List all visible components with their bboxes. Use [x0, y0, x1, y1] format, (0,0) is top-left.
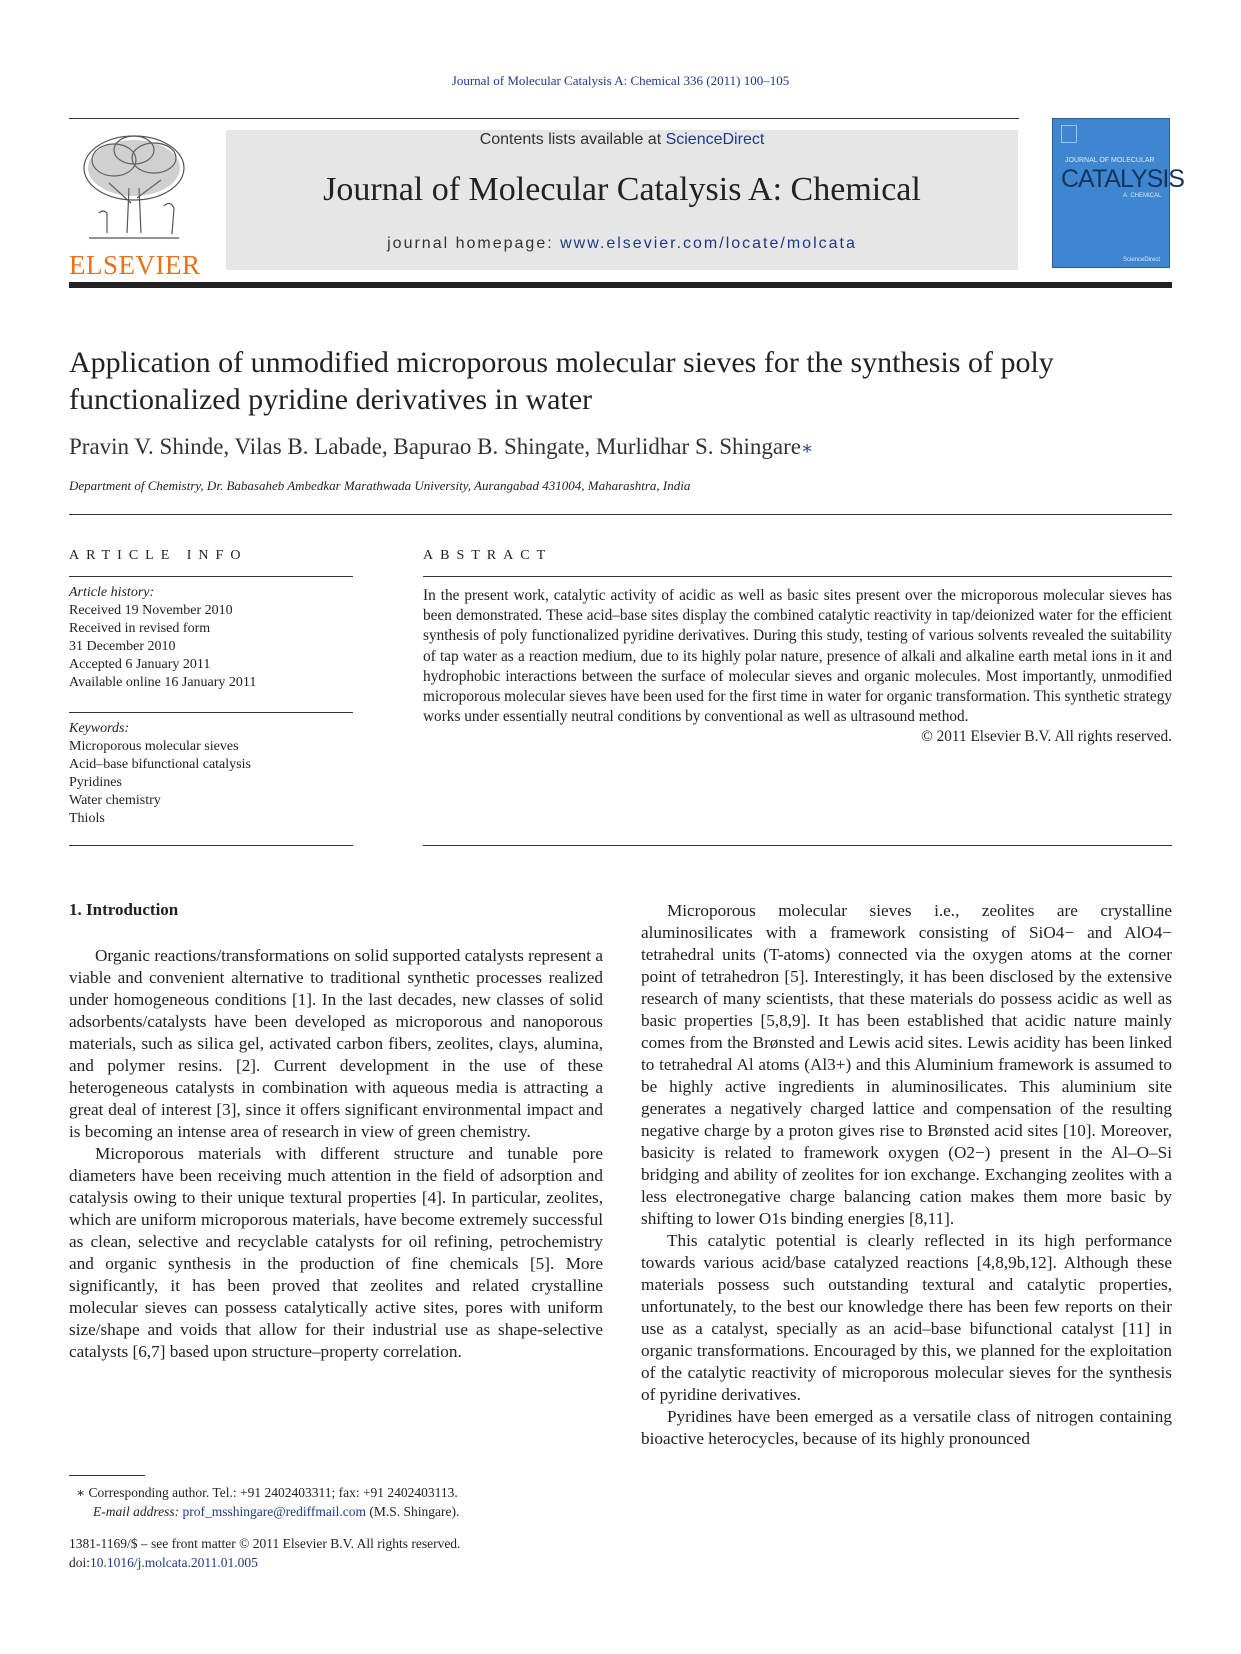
article-info-divider-bottom — [69, 845, 353, 846]
abstract-heading: ABSTRACT — [423, 548, 553, 563]
issn-line: 1381-1169/$ – see front matter © 2011 Elsevier B.V. All rights reserved. — [69, 1536, 461, 1551]
email-suffix: (M.S. Shingare). — [366, 1504, 460, 1519]
tree-logo-icon — [69, 128, 199, 246]
homepage-prefix: journal homepage: — [387, 235, 561, 252]
article-info-divider-top — [69, 576, 353, 577]
paragraph: This catalytic potential is clearly reflected in its high performance towards various acid/base catalyzed reactions [4,8,9b,12]. Although these materials possess such outstanding textural and catalytic properties, unfortunately, to the best our knowledge there has been few reports on their use as a catalyst, specially as an acid–base bifunctional catalyst [11] in organic transformations. Encouraged by this, we planned for the exploitation of the catalytic reactivity of microporous molecular sieves for the synthesis of pyridine derivatives. — [641, 1231, 1172, 1404]
title-divider — [69, 514, 1172, 515]
front-matter-note — [69, 1534, 609, 1572]
authors — [69, 434, 813, 460]
journal-banner — [226, 130, 1018, 270]
history-item: Received in revised form — [69, 621, 211, 636]
abstract-divider-bottom — [423, 845, 1172, 846]
paragraph: Microporous materials with different structure and tunable pore diameters have been receiving much attention in the field of adsorption and catalysis owing to their unique textural properties [4]. In particular, zeolites, which are uniform microporous materials, have become extremely successful as clean, selective and recyclable catalysts for oil refining, petrochemistry and organic synthesis in the production of fine chemicals [5]. More significantly, it has been proved that zeolites and related crystalline molecular sieves can possess catalytically active sites, pores with uniform size/shape and voids that allow for their industrial use as shape-selective catalysts [6,7] based upon structure–property correlation. — [69, 1144, 603, 1361]
header-thick-divider — [69, 282, 1172, 288]
left-column — [69, 945, 603, 1363]
author-list: Pravin V. Shinde, Vilas B. Labade, Bapurao B. Shingate, Murlidhar S. Shingare — [69, 434, 801, 459]
article-title: Application of unmodified microporous molecular sieves for the synthesis of poly functionalized pyridine derivatives in water — [69, 346, 1054, 416]
affiliation: Department of Chemistry, Dr. Babasaheb Ambedkar Marathwada University, Aurangabad 431004, Maharashtra, India — [69, 478, 691, 493]
section-heading-introduction: 1. Introduction — [69, 900, 179, 919]
cover-crest-icon — [1061, 125, 1077, 143]
article-info-divider-mid — [69, 712, 353, 713]
journal-title: Journal of Molecular Catalysis A: Chemical — [323, 171, 921, 208]
cover-small-text: JOURNAL OF MOLECULAR — [1065, 157, 1155, 164]
top-divider — [69, 118, 1019, 119]
publisher-name: ELSEVIER — [69, 250, 201, 280]
elsevier-logo — [69, 128, 201, 280]
contents-line — [226, 131, 1018, 149]
keyword-item: Pyridines — [69, 775, 122, 790]
article-history — [69, 584, 353, 692]
corresponding-author-mark[interactable]: ∗ — [801, 438, 814, 458]
corresponding-footnote — [76, 1483, 606, 1521]
paragraph: Pyridines have been emerged as a versatile class of nitrogen containing bioactive heterocycles, because of its highly pronounced — [641, 1407, 1172, 1448]
doi-link[interactable]: 10.1016/j.molcata.2011.01.005 — [90, 1555, 258, 1570]
history-label: Article history: — [69, 585, 155, 600]
doi-label: doi: — [69, 1555, 91, 1570]
cover-big-text: CATALYSIS — [1061, 165, 1184, 193]
keyword-item: Microporous molecular sieves — [69, 739, 239, 754]
homepage-line — [226, 235, 1018, 253]
abstract — [423, 586, 1172, 748]
doi-line — [69, 1553, 609, 1572]
cover-bottom-text: ScienceDirect — [1123, 257, 1161, 263]
abstract-text: In the present work, catalytic activity of acidic as well as basic sites present over the microporous molecular sieves has been demonstrated. These acid–base sites display the combined catalytic reactivity in tap/deionized water for the efficient synthesis of poly functionalized pyridine derivatives. During this study, testing of various solvents revealed the suitability of tap water as a reaction medium, due to its highly polar nature, presence of alkali and alkaline earth metal ions in it and hydrophobic interactions between the surface of molecular sieves and organic molecules. Most importantly, unmodified microporous molecular sieves have been used for the first time in water for organic transformation. This synthetic strategy works under essentially neutral conditions by conventional as well as ultrasound method. — [423, 587, 1172, 726]
keywords-label: Keywords: — [69, 721, 130, 736]
history-item: Accepted 6 January 2011 — [69, 657, 211, 672]
contents-prefix: Contents lists available at — [479, 131, 666, 148]
article-info-heading: ARTICLE INFO — [69, 548, 248, 563]
email-label: E-mail address: — [93, 1504, 183, 1519]
history-item: Received 19 November 2010 — [69, 603, 233, 618]
corresponding-author-note: ∗ Corresponding author. Tel.: +91 2402403311; fax: +91 2402403113. — [76, 1485, 458, 1500]
footnote-divider — [69, 1475, 145, 1476]
keyword-item: Thiols — [69, 811, 105, 826]
abstract-copyright: © 2011 Elsevier B.V. All rights reserved. — [921, 728, 1172, 746]
keyword-item: Water chemistry — [69, 793, 161, 808]
keyword-item: Acid–base bifunctional catalysis — [69, 757, 251, 772]
email-link[interactable]: prof_msshingare@rediffmail.com — [182, 1504, 367, 1519]
keywords — [69, 720, 353, 828]
journal-reference[interactable]: Journal of Molecular Catalysis A: Chemical 336 (2011) 100–105 — [451, 73, 790, 88]
cover-sub-text: A: CHEMICAL — [1123, 193, 1162, 199]
history-item: Available online 16 January 2011 — [69, 675, 257, 690]
paragraph: Organic reactions/transformations on solid supported catalysts represent a viable and convenient alternative to traditional synthetic processes realized under homogeneous conditions [1]. In the last decades, new classes of solid adsorbents/catalysts have been developed as microporous and nanoporous materials, such as silica gel, activated carbon fibers, zeolites, clays, alumina, and polymer resins. [2]. Current development in the use of these heterogeneous catalysts in combination with aqueous media is attracting a great deal of interest [3], since it offers significant environmental impact and is becoming an intense area of research in view of green chemistry. — [69, 946, 604, 1141]
history-item: 31 December 2010 — [69, 639, 176, 654]
sciencedirect-link[interactable]: ScienceDirect — [665, 131, 765, 148]
email-line — [76, 1502, 606, 1521]
right-column — [641, 900, 1172, 1450]
homepage-link[interactable]: www.elsevier.com/locate/molcata — [560, 235, 857, 252]
journal-cover-image — [1052, 118, 1184, 268]
paragraph: Microporous molecular sieves i.e., zeolites are crystalline aluminosilicates with a framework consisting of SiO4− and AlO4− tetrahedral units (T-atoms) connected via the oxygen atoms at the corner point of tetrahedron [5]. Interestingly, it has been disclosed by the extensive research of many scientists, that these materials do possess acidic as well as basic properties [5,8,9]. It has been established that acidic nature mainly comes from the Brønsted and Lewis acid sites. Lewis acidity has been linked to tetrahedral Al atoms (Al3+) and this Aluminium framework is assumed to be highly active ingredients in aluminosilicates. This aluminium site generates a negatively charged lattice and compensation of the resulting negative charge by a proton gives rise to Brønsted acid sites [10]. Moreover, basicity is related to framework oxygen (O2−) present in the Al–O–Si bridging and ability of zeolites for ion exchange. Exchanging zeolites with a less electronegative charge balancing cation makes them more basic by shifting to lower O1s binding energies [8,11]. — [641, 901, 1172, 1228]
abstract-divider-top — [423, 576, 1172, 577]
